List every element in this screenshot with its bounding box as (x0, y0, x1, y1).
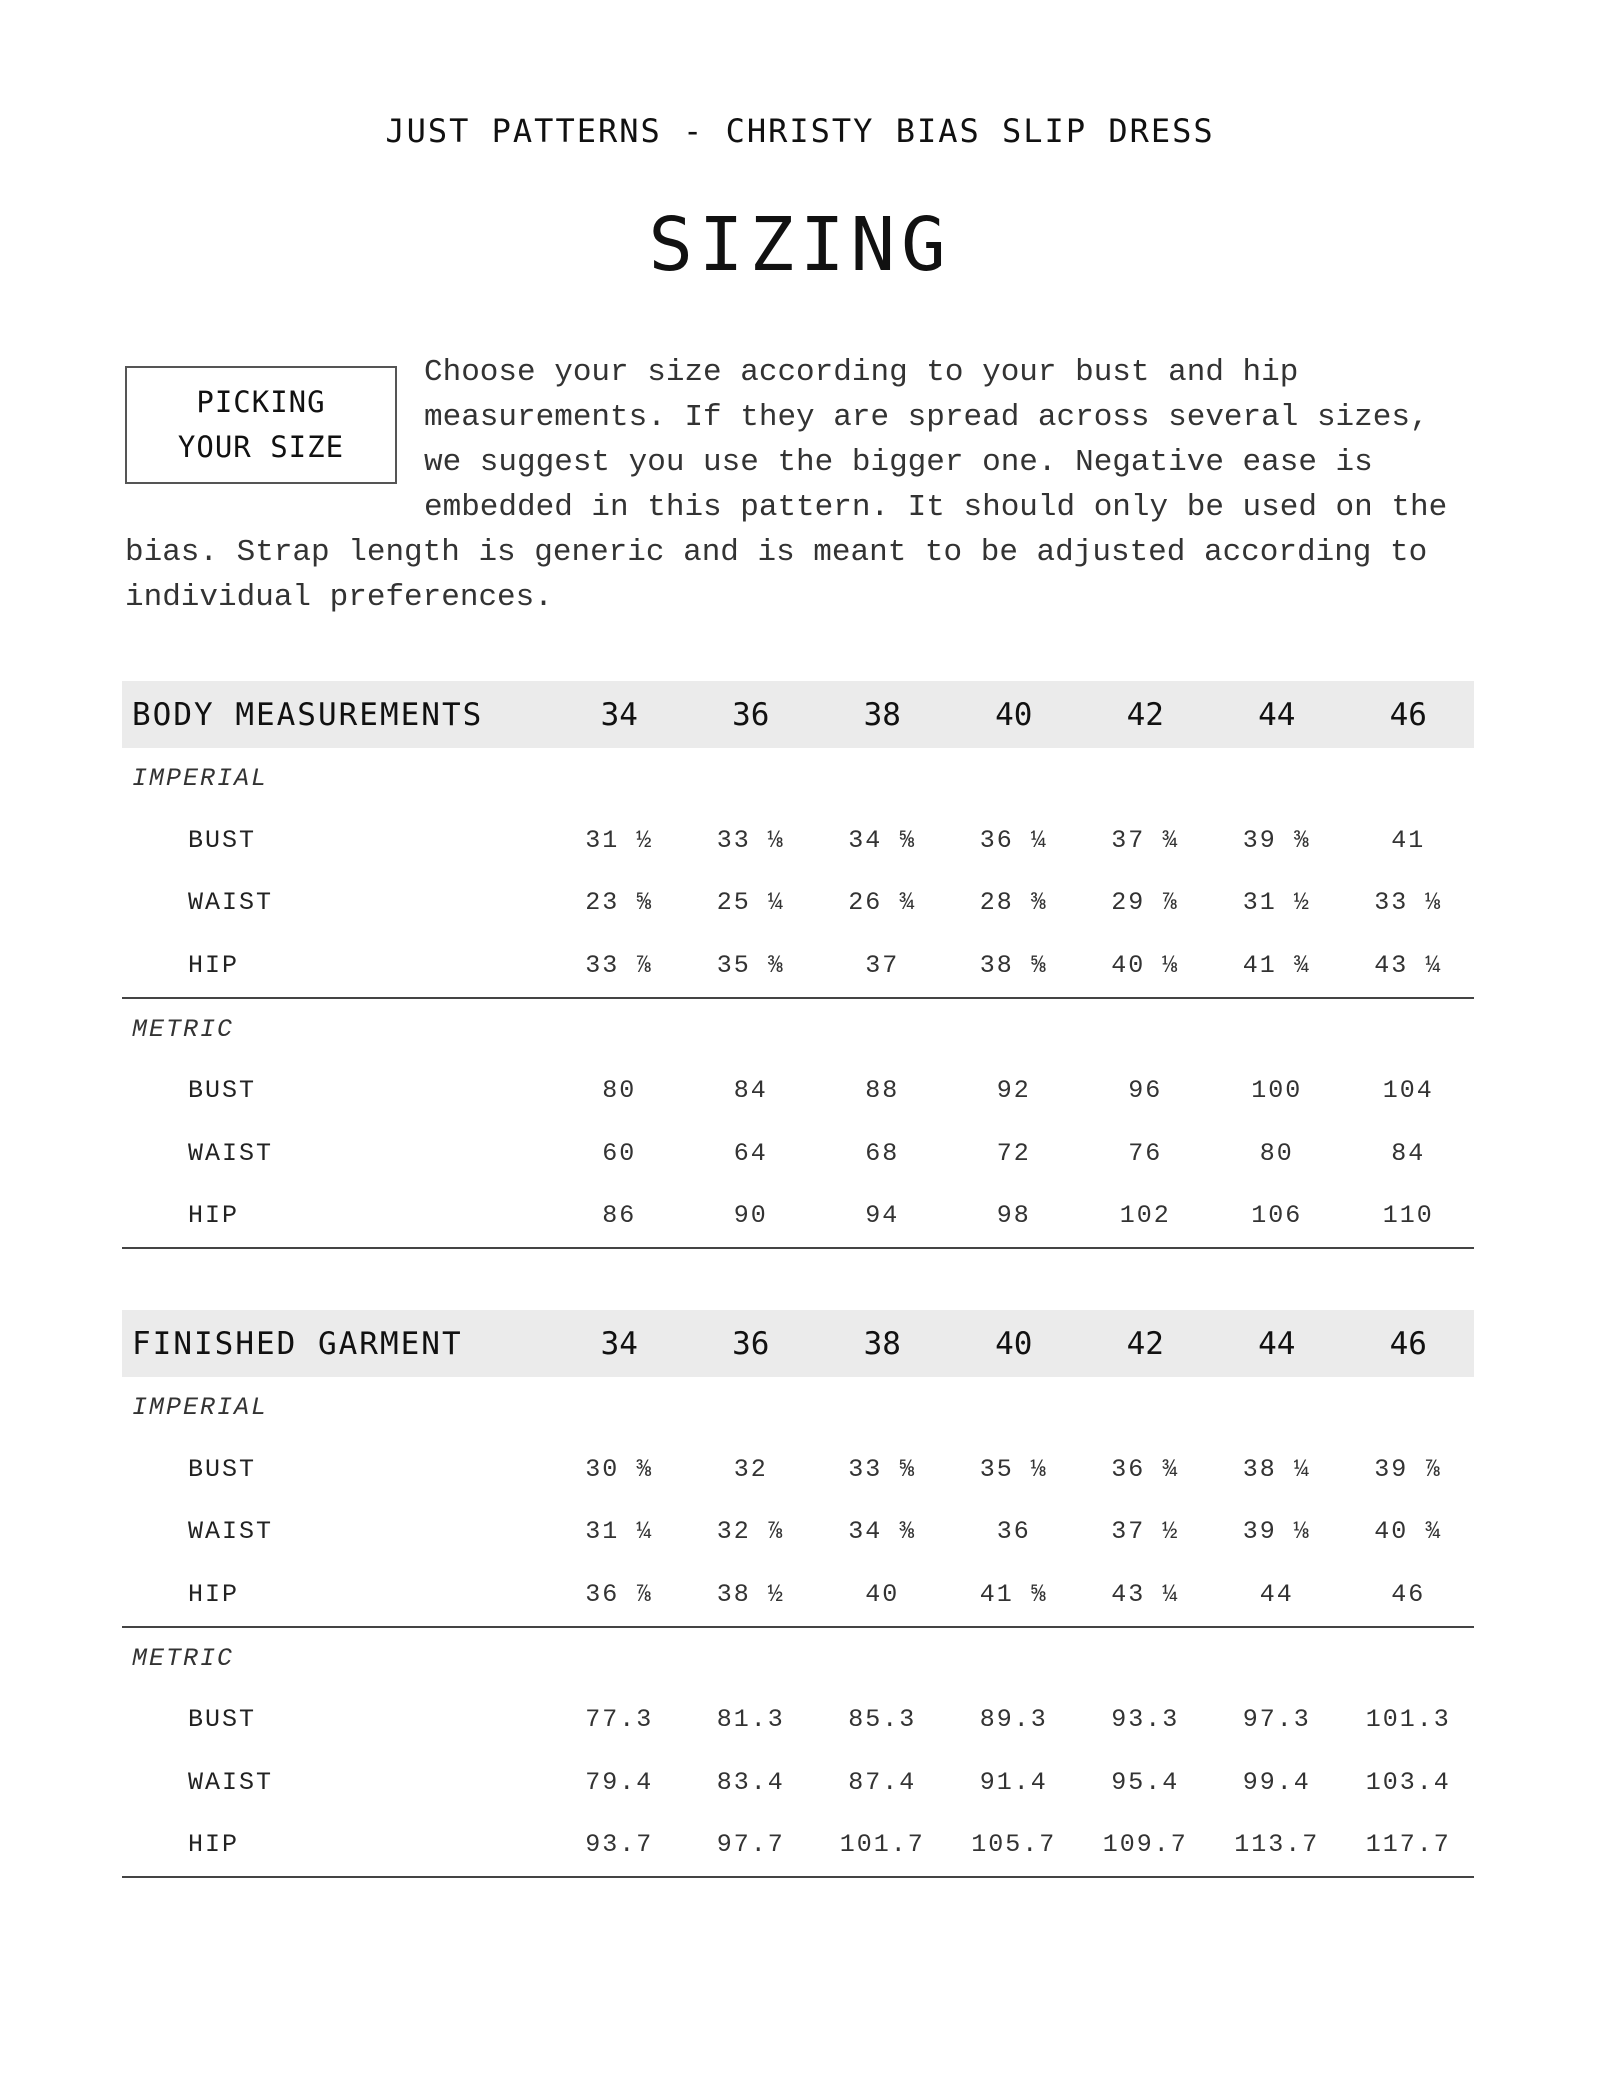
row-label: WAIST (188, 888, 274, 918)
finished-garment-table (122, 1310, 1474, 1878)
size-header: 42 (1126, 1325, 1164, 1362)
table-cell: 95.4 (1111, 1767, 1180, 1797)
row-label: HIP (188, 1201, 240, 1231)
table-cell: 105.7 (971, 1830, 1057, 1860)
table-cell: 81.3 (716, 1705, 785, 1735)
table-cell: 102 (1119, 1201, 1171, 1231)
table-cell: 32 ⅞ (716, 1517, 785, 1547)
table-cell: 80 (1259, 1138, 1294, 1168)
row-label: WAIST (188, 1767, 274, 1797)
table-cell: 37 ¾ (1111, 825, 1180, 855)
table-cell: 90 (733, 1201, 768, 1231)
table-cell: 99.4 (1242, 1767, 1311, 1797)
table-row (122, 1185, 1474, 1248)
table-cell: 31 ½ (585, 825, 654, 855)
table-cell: 43 ¼ (1111, 1579, 1180, 1609)
table-cell: 83.4 (716, 1767, 785, 1797)
table-cell: 31 ½ (1242, 888, 1311, 918)
size-header: 40 (995, 696, 1033, 733)
table-cell: 96 (1128, 1076, 1163, 1106)
table-cell: 33 ⅛ (716, 825, 785, 855)
size-header: 40 (995, 1325, 1033, 1362)
table-cell: 106 (1251, 1201, 1303, 1231)
table-cell: 35 ⅛ (979, 1454, 1048, 1484)
table-cell: 36 ⅞ (585, 1579, 654, 1609)
table-row (122, 934, 1474, 997)
table-cell: 32 (733, 1454, 768, 1484)
table-cell: 64 (733, 1138, 768, 1168)
table-cell: 25 ¼ (716, 888, 785, 918)
table-cell: 39 ⅜ (1242, 825, 1311, 855)
row-label: BUST (188, 1705, 257, 1735)
size-header: 38 (863, 1325, 901, 1362)
table-cell: 36 (996, 1517, 1031, 1547)
table-cell: 33 ⅞ (585, 950, 654, 980)
table-cell: 29 ⅞ (1111, 888, 1180, 918)
table-cell: 97.7 (716, 1830, 785, 1860)
table-cell: 39 ⅞ (1374, 1454, 1443, 1484)
table-cell: 37 (865, 950, 900, 980)
table-cell: 85.3 (848, 1705, 917, 1735)
size-header: 44 (1258, 1325, 1296, 1362)
size-header: 36 (732, 1325, 770, 1362)
row-label: WAIST (188, 1138, 274, 1168)
table-row (122, 1501, 1474, 1564)
imperial-label: IMPERIAL (132, 1393, 269, 1422)
table-row (122, 1689, 1474, 1752)
table-cell: 94 (865, 1201, 900, 1231)
table-title: FINISHED GARMENT (132, 1325, 463, 1362)
table-cell: 37 ½ (1111, 1517, 1180, 1547)
table-cell: 31 ¼ (585, 1517, 654, 1547)
table-cell: 103.4 (1365, 1767, 1451, 1797)
table-row (122, 1122, 1474, 1185)
table-cell: 41 ⅝ (979, 1579, 1048, 1609)
row-label: BUST (188, 1076, 257, 1106)
table-cell: 68 (865, 1138, 900, 1168)
row-label: HIP (188, 950, 240, 980)
table-row (122, 1814, 1474, 1877)
table-cell: 86 (602, 1201, 637, 1231)
table-row (122, 1751, 1474, 1814)
size-header: 46 (1389, 696, 1427, 733)
table-cell: 101.7 (839, 1830, 925, 1860)
table-cell: 113.7 (1234, 1830, 1320, 1860)
table-row (122, 1563, 1474, 1626)
size-header: 38 (863, 696, 901, 733)
table-cell: 38 ⅝ (979, 950, 1048, 980)
metric-label: METRIC (132, 1014, 235, 1044)
table-header-row (122, 681, 1474, 748)
row-label: BUST (188, 825, 257, 855)
table-cell: 34 ⅜ (848, 1517, 917, 1547)
table-cell: 93.3 (1111, 1705, 1180, 1735)
table-cell: 77.3 (585, 1705, 654, 1735)
table-cell: 44 (1259, 1579, 1294, 1609)
table-cell: 76 (1128, 1138, 1163, 1168)
table-cell: 35 ⅜ (716, 950, 785, 980)
table-cell: 41 ¾ (1242, 950, 1311, 980)
table-cell: 40 (865, 1579, 900, 1609)
table-row (122, 872, 1474, 935)
table-row (122, 1438, 1474, 1501)
body-measurements-table (122, 681, 1474, 1249)
size-header: 34 (600, 1325, 638, 1362)
table-row (122, 1060, 1474, 1123)
table-cell: 36 ¼ (979, 825, 1048, 855)
table-cell: 28 ⅜ (979, 888, 1048, 918)
table-cell: 109.7 (1102, 1830, 1188, 1860)
table-cell: 110 (1382, 1201, 1434, 1231)
picking-size-label-line2: YOUR SIZE (177, 430, 345, 464)
size-header: 36 (732, 696, 770, 733)
table-cell: 87.4 (848, 1767, 917, 1797)
table-cell: 72 (996, 1138, 1031, 1168)
table-cell: 41 (1391, 825, 1426, 855)
table-cell: 93.7 (585, 1830, 654, 1860)
table-cell: 79.4 (585, 1767, 654, 1797)
table-cell: 117.7 (1365, 1830, 1451, 1860)
intro-section (125, 350, 1470, 620)
table-cell: 97.3 (1242, 1705, 1311, 1735)
table-cell: 30 ⅜ (585, 1454, 654, 1484)
intro-text: Choose your size according to your bust and hip measurements. If they are spread across several sizes, we suggest you use the bigger one. Negative ease is embedded in this pattern. It should only be used on the bias. Strap length is generic and is meant to be adjusted according to individual preferences. (125, 355, 1448, 615)
table-cell: 23 ⅝ (585, 888, 654, 918)
row-label: HIP (188, 1830, 240, 1860)
table-cell: 100 (1251, 1076, 1303, 1106)
table-cell: 34 ⅝ (848, 825, 917, 855)
table-cell: 36 ¾ (1111, 1454, 1180, 1484)
table-cell: 84 (1391, 1138, 1426, 1168)
table-cell: 88 (865, 1076, 900, 1106)
size-header: 44 (1258, 696, 1296, 733)
table-cell: 104 (1382, 1076, 1434, 1106)
picking-size-label-line1: PICKING (196, 385, 326, 419)
page-title: SIZING (648, 202, 952, 288)
table-cell: 38 ½ (716, 1579, 785, 1609)
table-cell: 98 (996, 1201, 1031, 1231)
table-cell: 89.3 (979, 1705, 1048, 1735)
table-cell: 33 ⅝ (848, 1454, 917, 1484)
picking-size-box (125, 366, 397, 484)
table-cell: 40 ¾ (1374, 1517, 1443, 1547)
table-cell: 38 ¼ (1242, 1454, 1311, 1484)
table-cell: 33 ⅛ (1374, 888, 1443, 918)
table-header-row (122, 1310, 1474, 1377)
size-header: 46 (1389, 1325, 1427, 1362)
table-cell: 60 (602, 1138, 637, 1168)
size-header: 34 (600, 696, 638, 733)
table-cell: 80 (602, 1076, 637, 1106)
table-row (122, 809, 1474, 872)
table-title: BODY MEASUREMENTS (132, 696, 484, 733)
table-cell: 91.4 (979, 1767, 1048, 1797)
row-label: BUST (188, 1454, 257, 1484)
page-subtitle: JUST PATTERNS - CHRISTY BIAS SLIP DRESS (385, 112, 1215, 150)
table-cell: 39 ⅛ (1242, 1517, 1311, 1547)
section-divider (122, 1876, 1474, 1878)
table-cell: 101.3 (1365, 1705, 1451, 1735)
section-divider (122, 1247, 1474, 1249)
table-cell: 92 (996, 1076, 1031, 1106)
table-cell: 46 (1391, 1579, 1426, 1609)
table-cell: 43 ¼ (1374, 950, 1443, 980)
table-cell: 84 (733, 1076, 768, 1106)
row-label: WAIST (188, 1517, 274, 1547)
imperial-label: IMPERIAL (132, 764, 269, 793)
table-cell: 26 ¾ (848, 888, 917, 918)
row-label: HIP (188, 1579, 240, 1609)
metric-label: METRIC (132, 1643, 235, 1673)
table-cell: 40 ⅛ (1111, 950, 1180, 980)
size-header: 42 (1126, 696, 1164, 733)
